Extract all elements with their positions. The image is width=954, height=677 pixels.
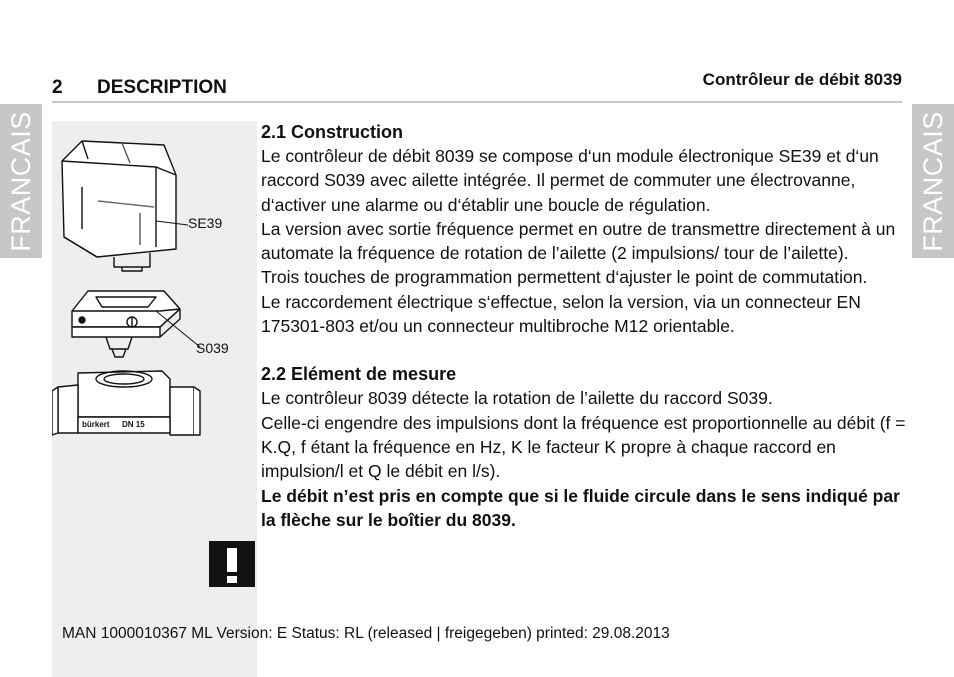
warning-exclamation-icon: [209, 541, 255, 587]
construction-paragraph: Le raccordement électrique s‘effectue, selon la version, via un connecteur EN 175301-803 et/ou un connecteur multibroche M12 orientable.: [261, 291, 861, 337]
warning-text: Le débit n’est pris en compte que si le fluide circule dans le sens indiqué par la flèche sur le boîtier du 8039.: [261, 485, 900, 530]
language-tab-right-label: FRANCAIS: [917, 110, 948, 252]
language-tab-right: [912, 104, 954, 258]
measuring-paragraph: Le contrôleur 8039 détecte la rotation de l’ailette du raccord S039.: [261, 388, 773, 409]
chapter-title: DESCRIPTION: [97, 77, 227, 98]
figure-panel: [52, 121, 257, 677]
print-footer: MAN 1000010367 ML Version: E Status: RL (released | freigegeben) printed: 29.08.2013: [62, 625, 670, 642]
section-heading-construction: 2.1 Construction: [261, 122, 404, 142]
language-tab-left: [0, 104, 42, 258]
construction-paragraph: Le contrôleur de débit 8039 se compose d‘un module électronique SE39 et d‘un raccord S039 avec ailette intégrée. Il permet de commuter une électrovanne, d‘activer une alarme ou d‘établir une boucle de régulation.: [261, 146, 879, 215]
section-heading-measuring-element: 2.2 Elément de mesure: [261, 364, 457, 385]
header-divider: [52, 101, 902, 103]
construction-paragraph: Trois touches de programmation permettent d‘ajuster le point de commutation.: [261, 267, 868, 288]
main-content: [261, 120, 906, 532]
se39-module-drawing: [62, 141, 188, 271]
chapter-header: [52, 77, 227, 99]
flow-controller-illustration: [52, 121, 257, 677]
language-tab-left-label: FRANCAIS: [5, 110, 36, 252]
document-title: Contrôleur de débit 8039: [702, 70, 902, 89]
measuring-paragraph: Celle-ci engendre des impulsions dont la fréquence est proportionnelle au débit (f = K.Q, f étant la fréquence en Hz, K le facteur K propre à chaque raccord en impulsion/l et Q le débit en l/s).: [261, 412, 906, 482]
s039-fitting-drawing: [52, 291, 200, 435]
construction-paragraph: La version avec sortie fréquence permet en outre de transmettre directement à un automate la fréquence de rotation de l’ailette (2 impulsions/ tour de l’ailette).: [261, 218, 896, 264]
s039-label: S039: [196, 340, 229, 356]
brand-marking: bürkert: [82, 420, 110, 429]
se39-label: SE39: [188, 215, 223, 231]
chapter-number: 2: [52, 77, 63, 98]
size-marking: DN 15: [122, 420, 145, 429]
